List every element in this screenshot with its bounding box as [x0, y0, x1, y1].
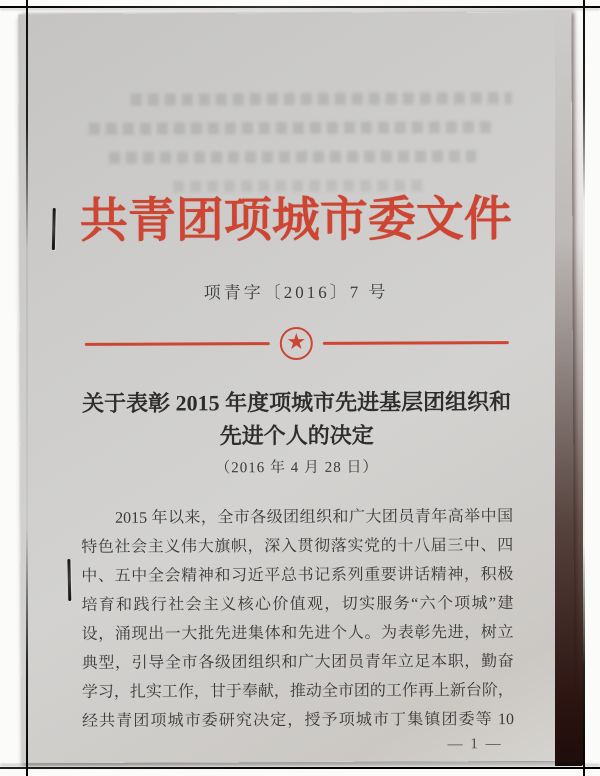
photo-background-edge	[555, 10, 583, 766]
body-line: 学习，扎实工作，甘于奉献，推动全市团的工作再上新台阶，	[81, 682, 514, 702]
body-line: 2015 年以来，全市各级团组织和广大团员青年高举中国	[115, 508, 514, 527]
body-line: 中、五中全会精神和习近平总书记系列重要讲话精神，积极	[81, 566, 514, 586]
body-line: 典型，引导全市各级团组织和广大团员青年立足本职，勤奋	[81, 653, 514, 673]
frame-line-right	[583, 0, 585, 776]
frame-line-left	[26, 0, 28, 776]
document-date: （2016 年 4 月 28 日）	[215, 459, 379, 477]
red-divider-line-left	[84, 342, 270, 346]
document-header-title: 共青团项城市委文件	[79, 193, 512, 248]
body-line: 培育和践行社会主义核心价值观，切实服务“六个项城”建	[81, 595, 514, 615]
red-divider	[84, 326, 508, 361]
body-line: 设，涌现出一大批先进集体和先进个人。为表彰先进，树立	[81, 624, 514, 644]
document-title	[66, 385, 526, 453]
document-content	[18, 12, 574, 763]
star-circle	[280, 327, 313, 360]
document-paper	[18, 12, 574, 763]
paper-surface	[18, 12, 574, 763]
page-number: — 1 —	[447, 736, 503, 753]
frame-line-top	[0, 6, 600, 8]
frame-line-bottom	[0, 767, 600, 769]
document-body	[81, 502, 514, 736]
document-title-line1: 关于表彰 2015 年度项城市先进基层团组织和	[81, 389, 512, 417]
document-title-line2: 先进个人的决定	[219, 422, 374, 449]
body-line: 经共青团项城市委研究决定，授予项城市丁集镇团委等 10	[81, 711, 514, 731]
document-number: 项青字〔2016〕7 号	[203, 282, 389, 303]
red-divider-line-right	[323, 341, 509, 345]
body-line: 特色社会主义伟大旗帜，深入贯彻落实党的十八届三中、四	[81, 537, 514, 557]
star-icon: ★	[286, 329, 307, 355]
